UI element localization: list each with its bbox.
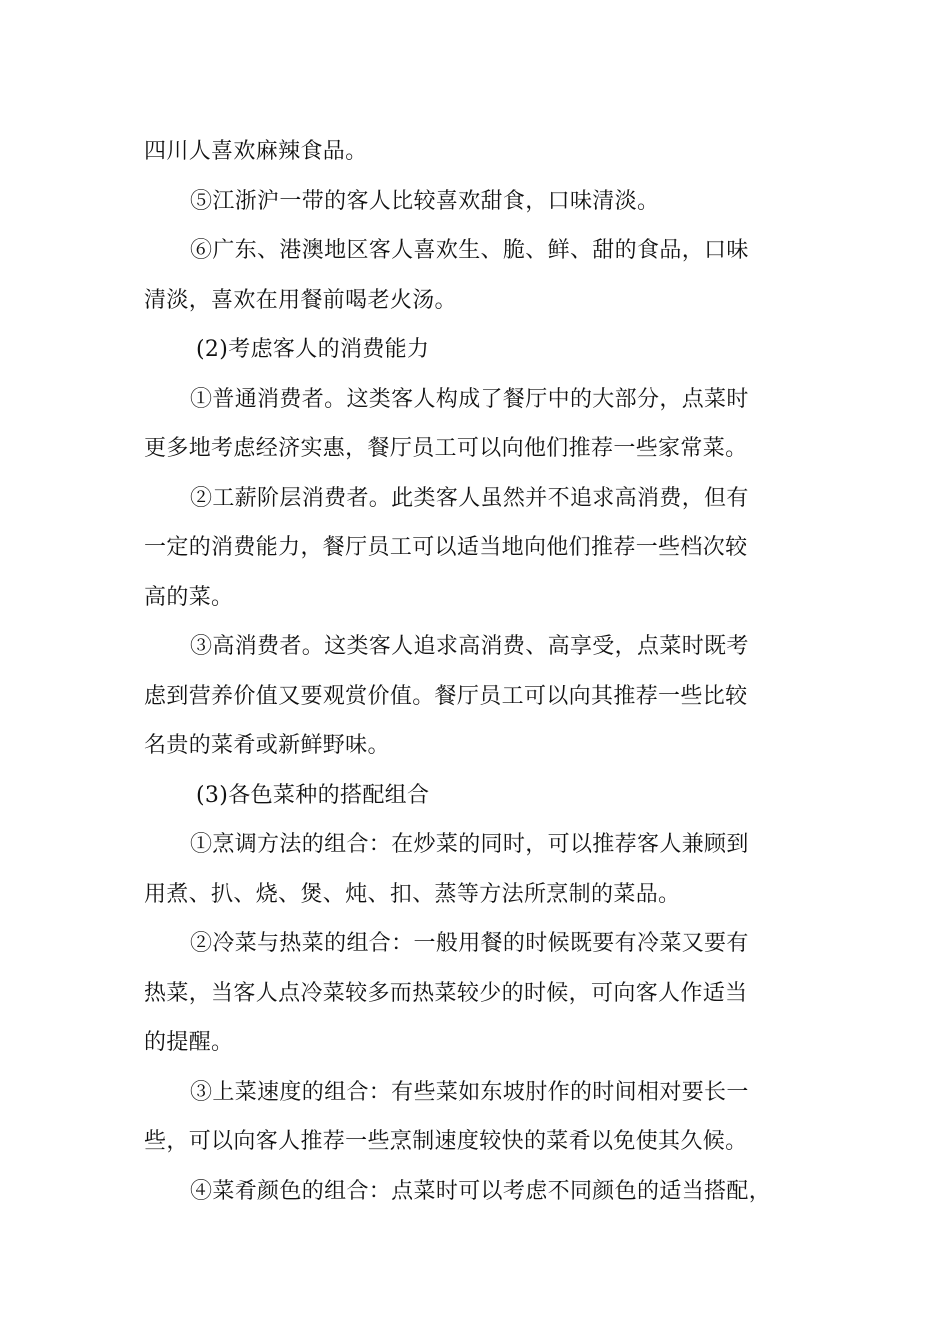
text-line: 四川人喜欢麻辣食品。 xyxy=(144,139,368,164)
section-heading: (2)考虑客人的消费能力 xyxy=(196,337,430,362)
text-line: ③高消费者。这类客人追求高消费、高享受，点菜时既考 xyxy=(190,634,749,659)
text-line: 清淡，喜欢在用餐前喝老火汤。 xyxy=(144,287,457,313)
text-line: ②工薪阶层消费者。此类客人虽然并不追求高消费，但有 xyxy=(190,485,749,511)
text-line: 名贵的菜肴或新鲜野味。 xyxy=(144,733,390,758)
text-line: 些，可以向客人推荐一些烹制速度较快的菜肴以免使其久候。 xyxy=(144,1129,748,1154)
text-line: ①烹调方法的组合：在炒菜的同时，可以推荐客人兼顾到 xyxy=(190,832,749,857)
text-line: 更多地考虑经济实惠，餐厅员工可以向他们推荐一些家常菜。 xyxy=(144,436,748,461)
text-line: ①普通消费者。这类客人构成了餐厅中的大部分，点菜时 xyxy=(190,386,749,412)
text-line: ②冷菜与热菜的组合：一般用餐的时候既要有冷菜又要有 xyxy=(190,931,749,956)
text-line: ③上菜速度的组合：有些菜如东坡肘作的时间相对要长一 xyxy=(190,1079,749,1105)
text-line: 用煮、扒、烧、煲、炖、扣、蒸等方法所烹制的菜品。 xyxy=(144,881,681,907)
text-line: 的提醒。 xyxy=(144,1030,234,1055)
text-line: ⑤江浙沪一带的客人比较喜欢甜食，口味清淡。 xyxy=(190,188,660,214)
text-line: ⑥广东、港澳地区客人喜欢生、脆、鲜、甜的食品，口味 xyxy=(190,238,749,263)
text-line: 高的菜。 xyxy=(144,584,234,610)
text-line: 热菜，当客人点冷菜较多而热菜较少的时候，可向客人作适当 xyxy=(144,980,748,1006)
text-line: ④菜肴颜色的组合：点菜时可以考虑不同颜色的适当搭配， xyxy=(190,1178,772,1204)
body-text xyxy=(144,127,794,1216)
text-line: 虑到营养价值又要观赏价值。餐厅员工可以向其推荐一些比较 xyxy=(144,683,748,709)
section-heading: (3)各色菜种的搭配组合 xyxy=(196,782,430,808)
text-line: 一定的消费能力，餐厅员工可以适当地向他们推荐一些档次较 xyxy=(144,535,748,560)
